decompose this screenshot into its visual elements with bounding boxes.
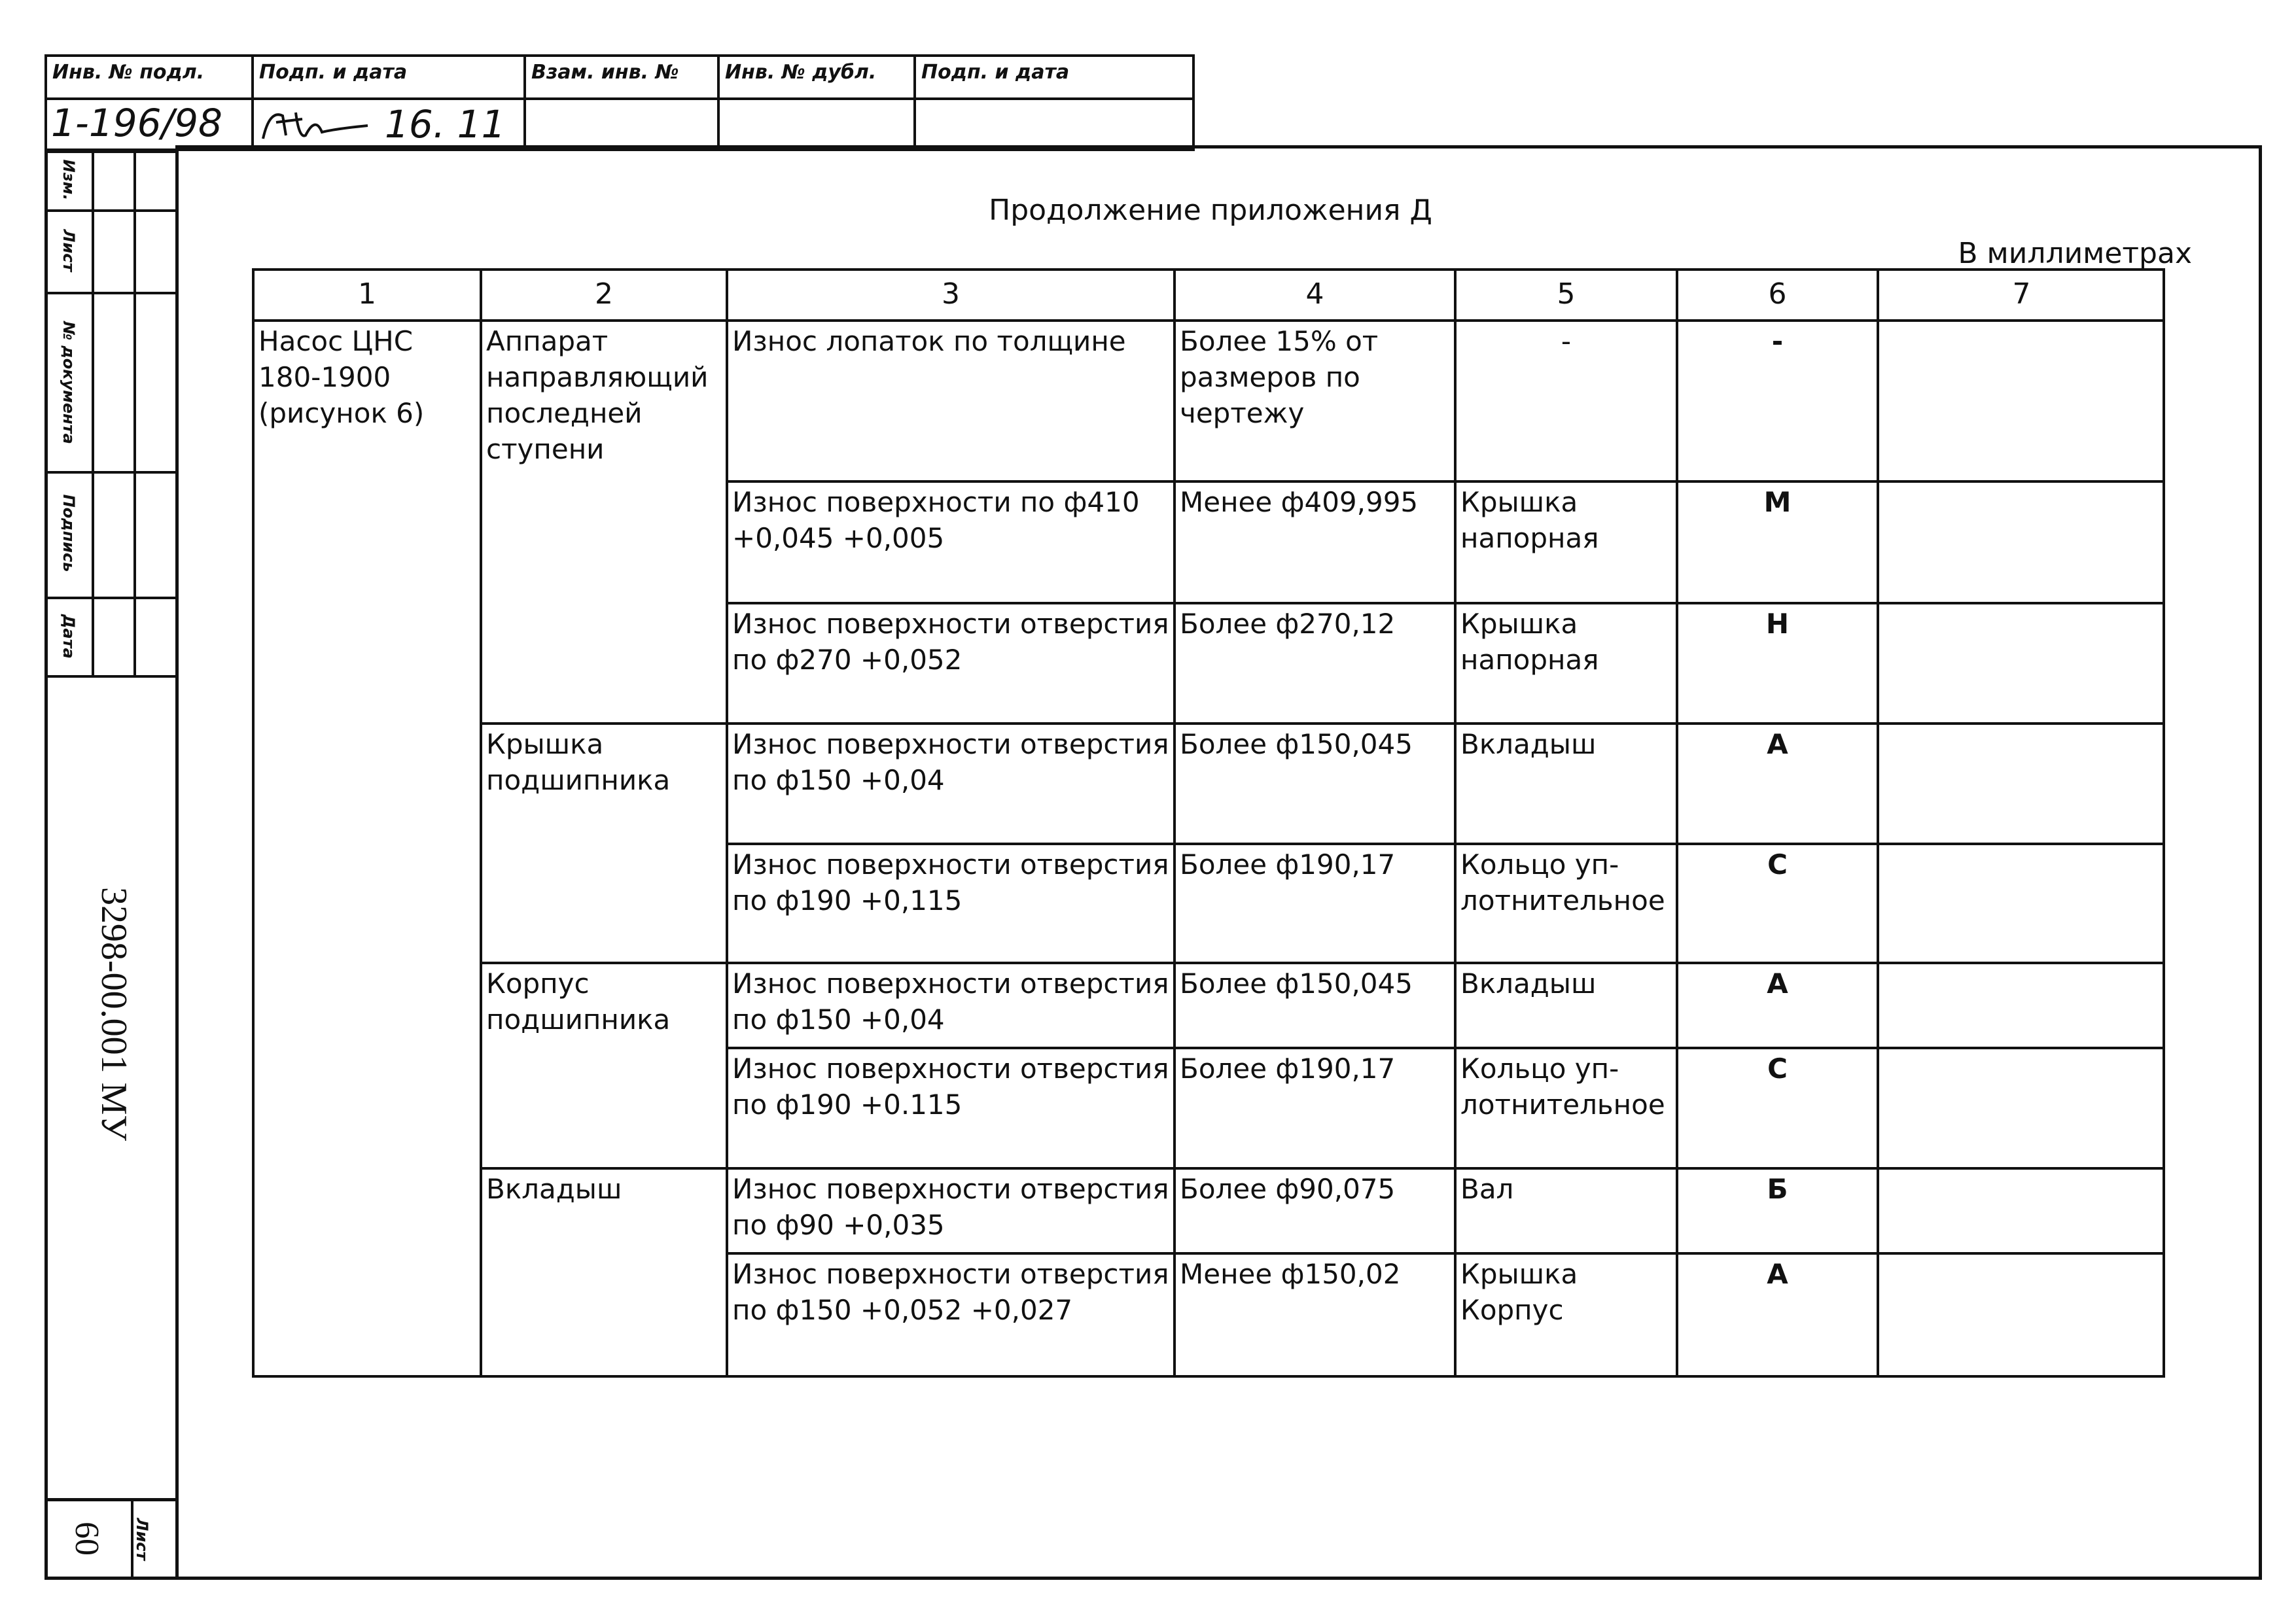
document-code: 3298-00.001 МУ xyxy=(94,886,134,1142)
column-header: 2 xyxy=(595,277,613,311)
part-group: Аппарат направляющий последней ступени xyxy=(486,325,709,465)
cell-defect: Износ поверхности отверстия по ф150 +0,052 +0,027 xyxy=(732,1258,1169,1326)
cell-part: Вкладыш xyxy=(1460,728,1597,760)
cell-limit: Менее ф150,02 xyxy=(1180,1258,1401,1290)
column-header: 7 xyxy=(2012,277,2031,311)
cell-part: - xyxy=(1561,325,1572,357)
cell-defect: Износ поверхности отверстия по ф150 +0,04 xyxy=(732,968,1169,1036)
cell-code: А xyxy=(1767,968,1788,1000)
part-group: Крышка подшипника xyxy=(486,728,671,796)
margin-label-change: Изм. xyxy=(60,159,78,201)
part-group: Корпус подшипника xyxy=(486,968,671,1036)
sheet-label: Лист xyxy=(133,1518,151,1561)
signature-mark xyxy=(256,103,374,148)
cell-limit: Более 15% от размеров по чертежу xyxy=(1180,325,1379,429)
column-header: 1 xyxy=(358,277,376,311)
cell-part: Кольцо уп-лотнительное xyxy=(1460,848,1665,916)
cell-defect: Износ поверхности отверстия по ф90 +0,035 xyxy=(732,1173,1169,1241)
stamp-value-inv-dup xyxy=(717,97,916,151)
stamp-value-sign-date-1 xyxy=(251,97,526,151)
cell-limit: Более ф190,17 xyxy=(1180,848,1396,881)
margin-line xyxy=(44,292,179,294)
cell-defect: Износ поверхности отверстия по ф270 +0,052 xyxy=(732,608,1169,676)
cell-limit: Менее ф409,995 xyxy=(1180,486,1419,518)
cell-code: Б xyxy=(1767,1173,1788,1205)
cell-defect: Износ поверхности отверстия по ф150 +0,04 xyxy=(732,728,1169,796)
cell-code: Н xyxy=(1765,608,1790,640)
page-title: Продолжение приложения Д xyxy=(989,194,1432,227)
cell-limit: Более ф190,17 xyxy=(1180,1053,1396,1085)
stamp-header-inv-dup: Инв. № дубл. xyxy=(717,54,916,100)
cell-defect: Износ поверхности отверстия по ф190 +0,115 xyxy=(732,848,1169,916)
stamp-value-sign-date-2 xyxy=(913,97,1195,151)
margin-line xyxy=(44,1498,179,1501)
cell-defect: Износ поверхности по ф410 +0,045 +0,005 xyxy=(732,486,1140,554)
column-header: 5 xyxy=(1557,277,1576,311)
cell-part: Крышка напорная xyxy=(1460,608,1599,676)
stamp-header-replaced-inv: Взам. инв. № xyxy=(523,54,720,100)
stamp-value-replaced-inv xyxy=(523,97,720,151)
cell-code: А xyxy=(1767,728,1788,760)
cell-part: Крышка Корпус xyxy=(1460,1258,1578,1326)
cell-limit: Более ф150,045 xyxy=(1180,728,1413,760)
margin-label-sheet: Лист xyxy=(60,229,78,272)
cell-code: - xyxy=(1771,325,1784,357)
cell-limit: Более ф270,12 xyxy=(1180,608,1396,640)
cell-part: Вкладыш xyxy=(1460,968,1597,1000)
column-header: 6 xyxy=(1768,277,1787,311)
cell-code: С xyxy=(1767,848,1788,881)
units-note: В миллиметрах xyxy=(1958,237,2192,270)
stamp-date-value: 16. 11 xyxy=(385,102,506,147)
part-group: Вкладыш xyxy=(486,1173,622,1205)
cell-limit: Более ф150,045 xyxy=(1180,968,1413,1000)
cell-defect: Износ лопаток по толщине xyxy=(732,325,1126,357)
cell-code: А xyxy=(1767,1258,1788,1290)
stamp-header-sign-date-1: Подп. и дата xyxy=(251,54,526,100)
cell-code: М xyxy=(1763,486,1792,518)
stamp-header-sign-date-2: Подп. и дата xyxy=(913,54,1195,100)
sheet-number: 60 xyxy=(68,1522,105,1556)
margin-label-date: Дата xyxy=(60,614,78,659)
cell-code: С xyxy=(1767,1053,1788,1085)
column-header: 4 xyxy=(1305,277,1324,311)
column-header: 3 xyxy=(942,277,960,311)
stamp-header-inv-orig: Инв. № подл. xyxy=(44,54,254,100)
margin-line xyxy=(44,471,179,474)
equipment-name: Насос ЦНС 180-1900 (рисунок 6) xyxy=(258,325,425,429)
table-vline xyxy=(1877,268,1879,1378)
cell-part: Вал xyxy=(1460,1173,1514,1205)
cell-defect: Износ поверхности отверстия по ф190 +0.115 xyxy=(732,1053,1169,1121)
stamp-value-inv-orig: 1-196/98 xyxy=(44,97,254,151)
cell-limit: Более ф90,075 xyxy=(1180,1173,1396,1205)
margin-label-document: № документа xyxy=(60,321,78,444)
margin-label-signature: Подпись xyxy=(60,494,78,572)
cell-part: Кольцо уп-лотнительное xyxy=(1460,1053,1665,1121)
cell-part: Крышка напорная xyxy=(1460,486,1599,554)
